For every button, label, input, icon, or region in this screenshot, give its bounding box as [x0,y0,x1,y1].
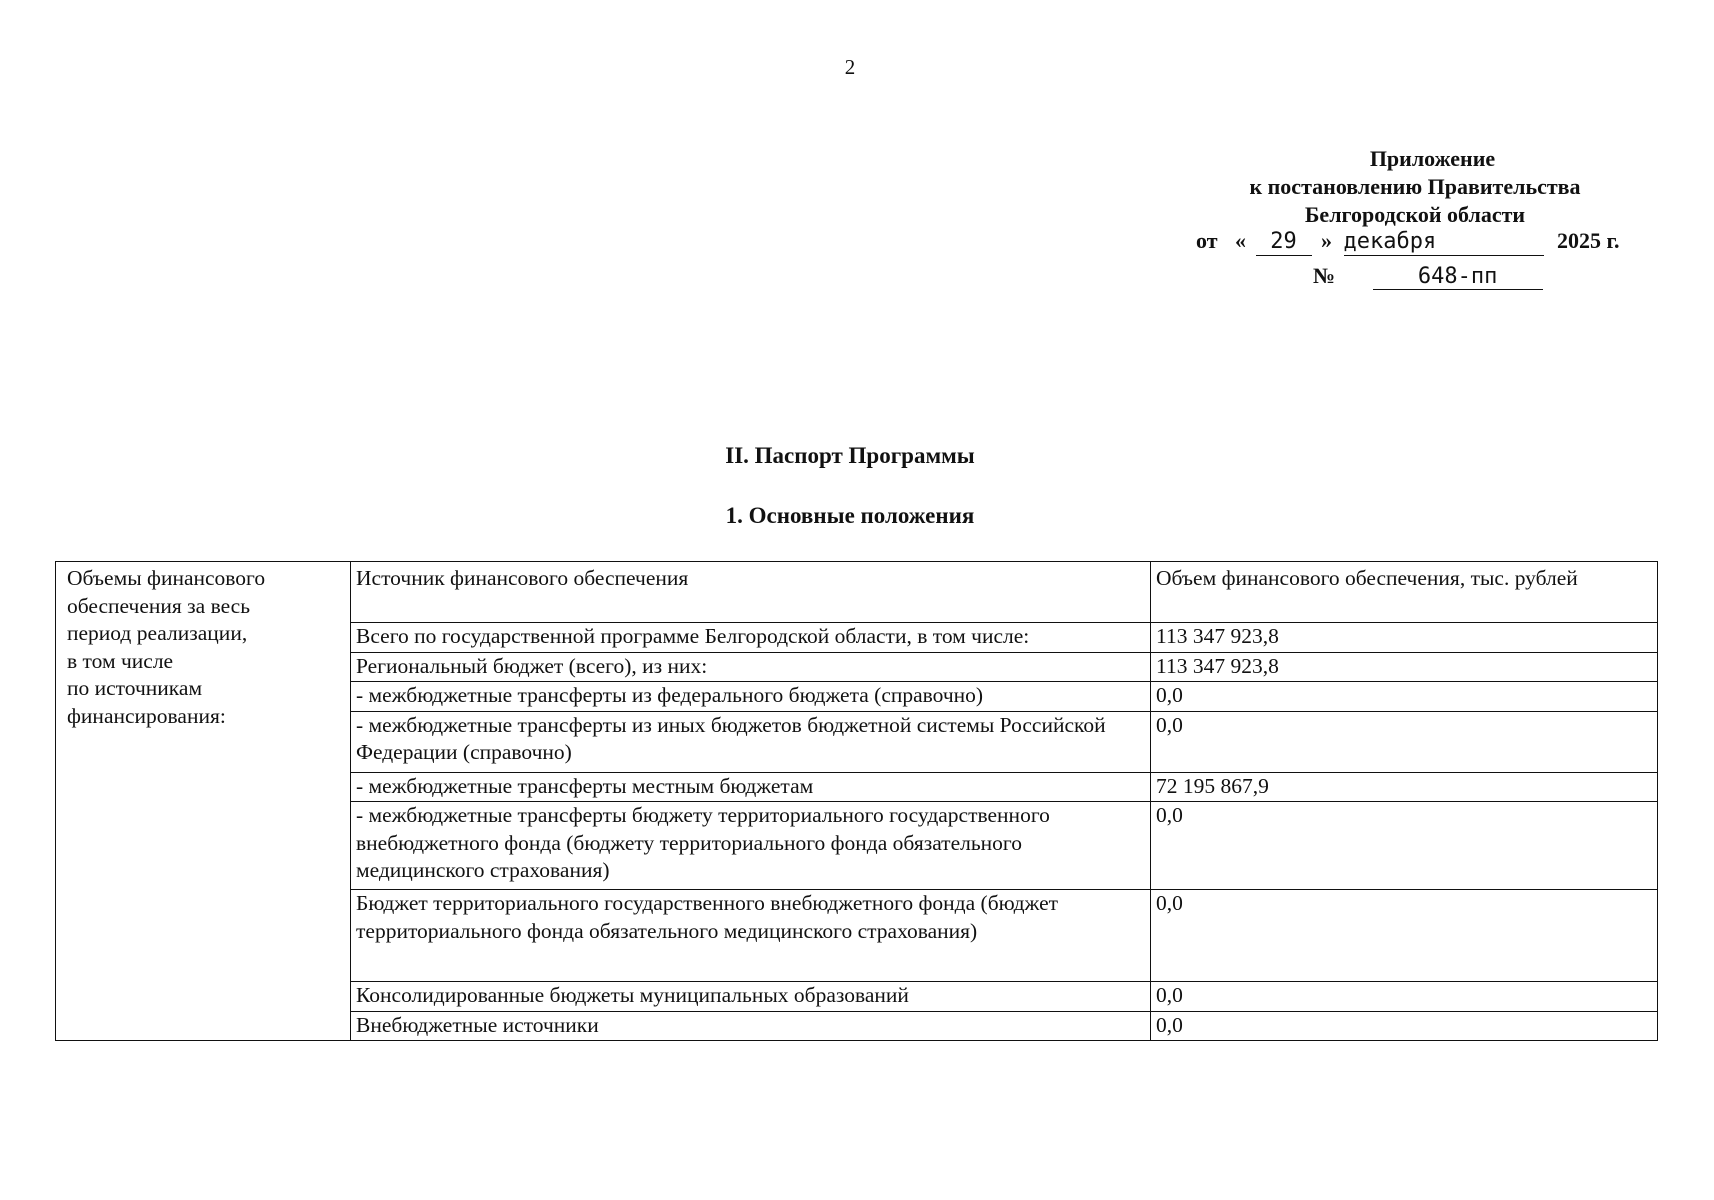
value-cell: 0,0 [1151,711,1658,772]
source-cell: Всего по государственной программе Белгородской области, в том числе: [351,623,1151,653]
appendix-region-line: Белгородской области [1304,202,1526,227]
date-month: декабря [1344,229,1544,256]
section-title: II. Паспорт Программы [725,443,975,468]
date-close-quote: » [1321,228,1333,253]
value-cell: 113 347 923,8 [1151,652,1658,682]
funding-volume-label-cell [56,562,351,1041]
row-header-line: в том числе [67,648,174,673]
source-cell: - межбюджетные трансферты из федерального бюджета (справочно) [351,682,1151,712]
appendix-date-row [1196,228,1620,256]
value-cell: 0,0 [1151,890,1658,982]
appendix-title: Приложение [1369,146,1496,171]
source-cell: Консолидированные бюджеты муниципальных образований [351,982,1151,1012]
date-year: 2025 г. [1557,228,1620,253]
appendix-number-row [1313,263,1543,290]
value-cell: 72 195 867,9 [1151,772,1658,802]
row-header-line: финансирования: [67,703,226,728]
value-cell: 0,0 [1151,982,1658,1012]
value-cell: 113 347 923,8 [1151,623,1658,653]
value-cell: 0,0 [1151,1011,1658,1041]
date-day: 29 [1256,229,1312,256]
column-header-volume: Объем финансового обеспечения, тыс. рублей [1151,562,1658,623]
value-cell: 0,0 [1151,802,1658,890]
appendix-block [1185,145,1645,229]
source-cell: - межбюджетные трансферты из иных бюджетов бюджетной системы Российской Федерации (справочно) [351,711,1151,772]
number-label: № [1313,263,1336,288]
source-cell: Бюджет территориального государственного внебюджетного фонда (бюджет территориального фонда обязательного медицинского страхования) [351,890,1151,982]
date-open-quote: « [1235,228,1247,253]
subsection-title: 1. Основные положения [725,503,975,528]
page-number: 2 [844,55,856,79]
table-header-row [56,562,1658,623]
appendix-resolution-line: к постановлению Правительства [1249,174,1581,199]
date-from-label: от [1196,228,1218,253]
row-header-line: период реализации, [67,621,248,645]
passport-table [55,561,1658,1041]
row-header-line: по источникам [67,676,203,700]
column-header-source: Источник финансового обеспечения [351,562,1151,623]
source-cell: Внебюджетные источники [351,1011,1151,1041]
row-header-line: Объемы финансового [67,566,266,590]
row-header-line: обеспечения за весь [67,593,251,618]
value-cell: 0,0 [1151,682,1658,712]
source-cell: - межбюджетные трансферты бюджету территориального государственного внебюджетного фонда (бюджету территориального фонда обязательного медицинского страхования) [351,802,1151,890]
source-cell: - межбюджетные трансферты местным бюджетам [351,772,1151,802]
document-number: 648-пп [1373,264,1543,290]
source-cell: Региональный бюджет (всего), из них: [351,652,1151,682]
